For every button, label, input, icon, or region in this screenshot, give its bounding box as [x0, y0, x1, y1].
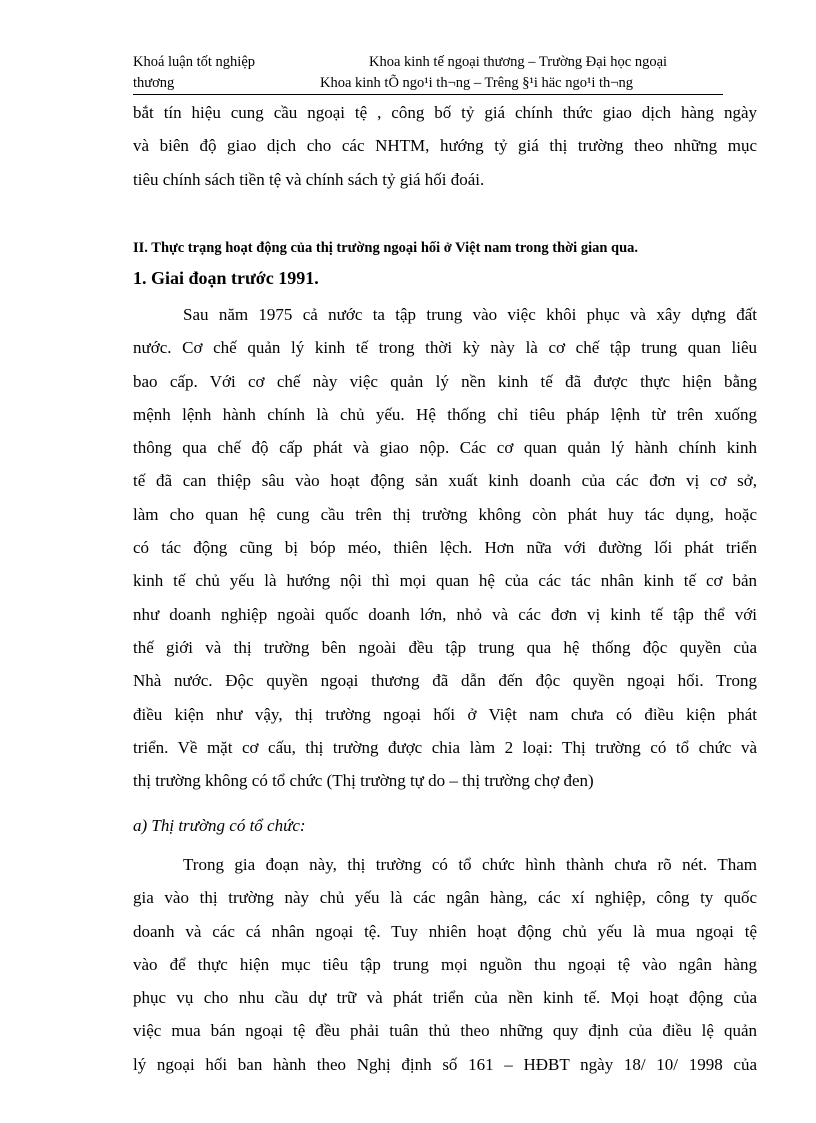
- text-line: vào để thực hiện mục tiêu tập trung mọi nguồn thu ngoại tệ vào ngân hàng: [133, 954, 757, 974]
- page-header: [133, 52, 723, 94]
- section-heading: II. Thực trạng hoạt động của thị trường ngoại hối ở Việt nam trong thời gian qua.: [133, 240, 639, 256]
- text-line: bắt tín hiệu cung cầu ngoại tệ , công bố tỷ giá chính thức giao dịch hàng ngày: [133, 103, 757, 122]
- text-line: việc mua bán ngoại tệ đều phải tuân thủ theo những quy định của điều lệ quản: [133, 1021, 757, 1041]
- intro-paragraph: [133, 96, 757, 196]
- header-faculty-line-garbled: Khoa kinh tÕ ngo¹i th¬ng – Trêng §¹i häc ngo¹i th¬ng: [320, 75, 633, 91]
- header-thesis-label-cont: thương: [133, 75, 175, 91]
- text-line: kinh tế chủ yếu là hướng nội thì mọi quan hệ của các tác nhân kinh tế cơ bản: [133, 571, 757, 591]
- text-line: triển. Về mặt cơ cấu, thị trường được chia làm 2 loại: Thị trường có tổ chức và: [133, 737, 757, 757]
- text-line: mệnh lệnh hành chính là chủ yếu. Hệ thống chỉ tiêu pháp lệnh từ trên xuống: [133, 404, 757, 424]
- text-line: gia vào thị trường này chủ yếu là các ngân hàng, các xí nghiệp, công ty quốc: [133, 888, 757, 908]
- text-line: như doanh nghiệp ngoài quốc doanh lớn, nhỏ và các đơn vị kinh tế tập thể với: [133, 604, 757, 624]
- text-line: điều kiện như vậy, thị trường ngoại hối ở Việt nam chưa có điều kiện phát: [133, 704, 757, 724]
- text-line: Sau năm 1975 cả nước ta tập trung vào việc khôi phục và xây dựng đất: [183, 305, 757, 324]
- text-line: và biên độ giao dịch cho các NHTM, hướng tỷ giá thị trường theo những mục: [133, 136, 757, 156]
- text-line: Nhà nước. Độc quyền ngoại thương đã dẫn đến độc quyền ngoại hối. Trong: [133, 671, 757, 691]
- italic-subheading: a) Thị trường có tổ chức:: [133, 816, 306, 835]
- text-line: thông qua chế độ cấp phát và giao nộp. Các cơ quan quản lý hành chính kinh: [133, 438, 757, 458]
- header-faculty-line: Khoa kinh tế ngoại thương – Trường Đại học ngoại: [369, 54, 668, 70]
- paragraph-before-1991: [133, 298, 757, 797]
- text-line: thị trường không có tổ chức (Thị trường tự do – thị trường chợ đen): [133, 771, 594, 791]
- header-thesis-label: Khoá luận tốt nghiệp: [133, 54, 256, 70]
- text-line: thế giới và thị trường bên ngoài đều tập trung qua hệ thống độc quyền của: [133, 637, 757, 657]
- text-line: có tác động cũng bị bóp méo, thiên lệch. Hơn nữa với đường lối phát triển: [133, 538, 757, 558]
- paragraph-organized-market: [133, 848, 757, 1081]
- subsection-heading: 1. Giai đoạn trước 1991.: [133, 268, 319, 288]
- text-line: Trong gia đoạn này, thị trường có tổ chức hình thành chưa rõ nét. Tham: [183, 855, 757, 874]
- text-line: phục vụ cho nhu cầu dự trữ và phát triển của nền kinh tế. Mọi hoạt động của: [133, 988, 757, 1008]
- text-line: doanh và các cá nhân ngoại tệ. Tuy nhiên hoạt động chủ yếu là mua ngoại tệ: [133, 921, 757, 941]
- header-divider: [133, 94, 723, 95]
- text-line: nước. Cơ chế quản lý kinh tế trong thời kỳ này là cơ chế tập trung quan liêu: [133, 338, 757, 358]
- text-line: làm cho quan hệ cung cầu trên thị trường không còn phát huy tác dụng, hoặc: [133, 504, 757, 524]
- text-line: lý ngoại hối ban hành theo Nghị định số 161 – HĐBT ngày 18/ 10/ 1998 của: [133, 1054, 757, 1074]
- text-line: bao cấp. Với cơ chế này việc quản lý nền kinh tế đã được thực hiện bằng: [133, 371, 757, 391]
- text-line: tiêu chính sách tiền tệ và chính sách tỷ giá hối đoái.: [133, 169, 485, 189]
- text-line: tế đã can thiệp sâu vào hoạt động sản xuất kinh doanh của các đơn vị cơ sở,: [133, 471, 757, 491]
